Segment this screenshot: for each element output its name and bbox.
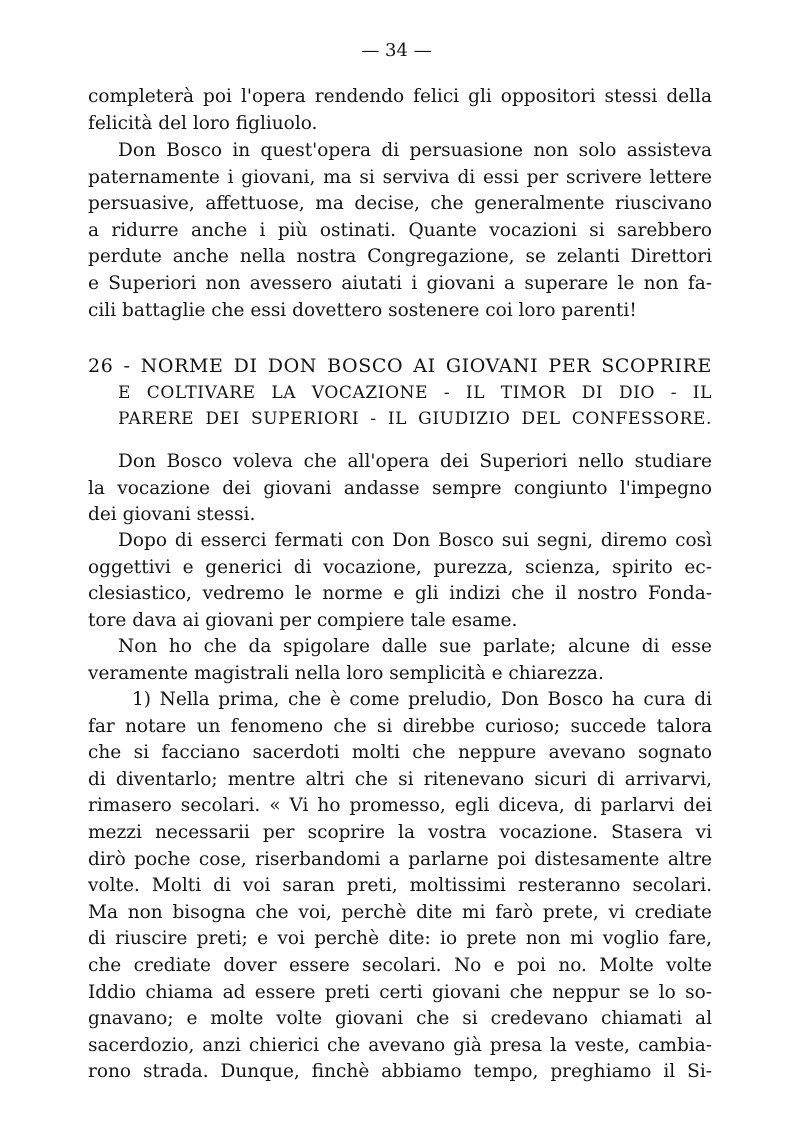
text-line: che crediate dover essere secolari. No e poi no. Molte volte [88, 954, 712, 976]
paragraph-continuation [88, 84, 712, 137]
text-line: che si facciano sacerdoti molti che neppure avevano sognato [88, 742, 712, 764]
text-line: oggettivi e generici di vocazione, purezza, scienza, spirito ec- [88, 556, 712, 578]
text-line: completerà poi l'opera rendendo felici gli oppositori stessi della [88, 86, 712, 107]
text-line: di diventarlo; mentre altri che si ritenevano sicuri di arrivarvi, [88, 768, 712, 790]
text-line: di riuscire preti; e voi perchè dite: io prete non mi voglio fare, [88, 928, 712, 950]
text-line: rono strada. Dunque, finchè abbiamo tempo, preghiamo il Si- [88, 1061, 712, 1083]
text-line: dirò poche cose, riserbandomi a parlarne poi distesamente altre [88, 848, 712, 870]
text-line: paternamente i giovani, ma si serviva di essi per scrivere lettere [88, 166, 712, 188]
text-line: tore dava ai giovani per compiere tale esame. [88, 609, 518, 631]
text-line: veramente magistrali nella loro semplicità e chiarezza. [88, 662, 604, 684]
heading-line: E COLTIVARE LA VOCAZIONE - IL TIMOR DI DIO - IL [118, 382, 712, 403]
text-line: Don Bosco in quest'opera di persuasione non solo assisteva [118, 140, 712, 161]
paragraph-dopo [88, 528, 712, 634]
paragraph-volonta [88, 449, 712, 529]
text-line: dei giovani stessi. [88, 504, 256, 526]
text-line: volte. Molti di voi saran preti, moltissimi resteranno secolari. [88, 875, 712, 897]
paragraph-spigolare [88, 634, 712, 687]
text-line: far notare un fenomeno che si direbbe curioso; succede talora [88, 715, 712, 737]
text-line: clesiastico, vedremo le norme e gli indizi che il nostro Fonda- [88, 583, 712, 605]
text-line: Ma non bisogna che voi, perchè dite mi farò prete, vi crediate [88, 901, 712, 923]
text-line: sacerdozio, anzi chierici che avevano già presa la veste, cambia- [88, 1034, 712, 1056]
text-line: felicità del loro figliuolo. [88, 112, 318, 134]
text-line: 1) Nella prima, che è come preludio, Don Bosco ha cura di [132, 689, 712, 710]
text-line: Don Bosco voleva che all'opera dei Superiori nello studiare [118, 451, 712, 472]
text-line: Iddio chiama ad essere preti certi giovani che neppur se lo so- [88, 981, 712, 1003]
page-number: — 34 — [361, 40, 432, 61]
text-line: Non ho che da spigolare dalle sue parlate; alcune di esse [118, 636, 712, 657]
text-line: Dopo di esserci fermati con Don Bosco sui segni, diremo così [118, 530, 712, 551]
heading-line: 26 - NORME DI DON BOSCO AI GIOVANI PER SCOPRIRE [88, 355, 712, 377]
text-line: e Superiori non avessero aiutati i giovani a superare le non fa- [88, 272, 712, 294]
text-line: la vocazione dei giovani andasse sempre congiunto l'impegno [88, 477, 712, 499]
text-line: perdute anche nella nostra Congregazione, se zelanti Direttori [88, 246, 712, 268]
paragraph-prima [88, 687, 712, 1086]
text-line: persuasive, affettuose, ma decise, che generalmente riuscivano [88, 193, 712, 215]
text-line: rimasero secolari. « Vi ho promesso, egli diceva, di parlarvi dei [88, 795, 712, 817]
paragraph-persuasione [88, 138, 712, 324]
text-line: gnavano; e molte volte giovani che si credevano chiamati al [88, 1008, 712, 1030]
heading-line: PARERE DEI SUPERIORI - IL GIUDIZIO DEL CONFESSORE. [118, 409, 712, 430]
section-heading [88, 353, 712, 433]
text-line: mezzi necessarii per scoprire la vostra vocazione. Stasera vi [88, 821, 712, 843]
text-line: a ridurre anche i più ostinati. Quante vocazioni si sarebbero [88, 219, 712, 241]
text-line: cili battaglie che essi dovettero sostenere coi loro parenti! [88, 299, 637, 321]
